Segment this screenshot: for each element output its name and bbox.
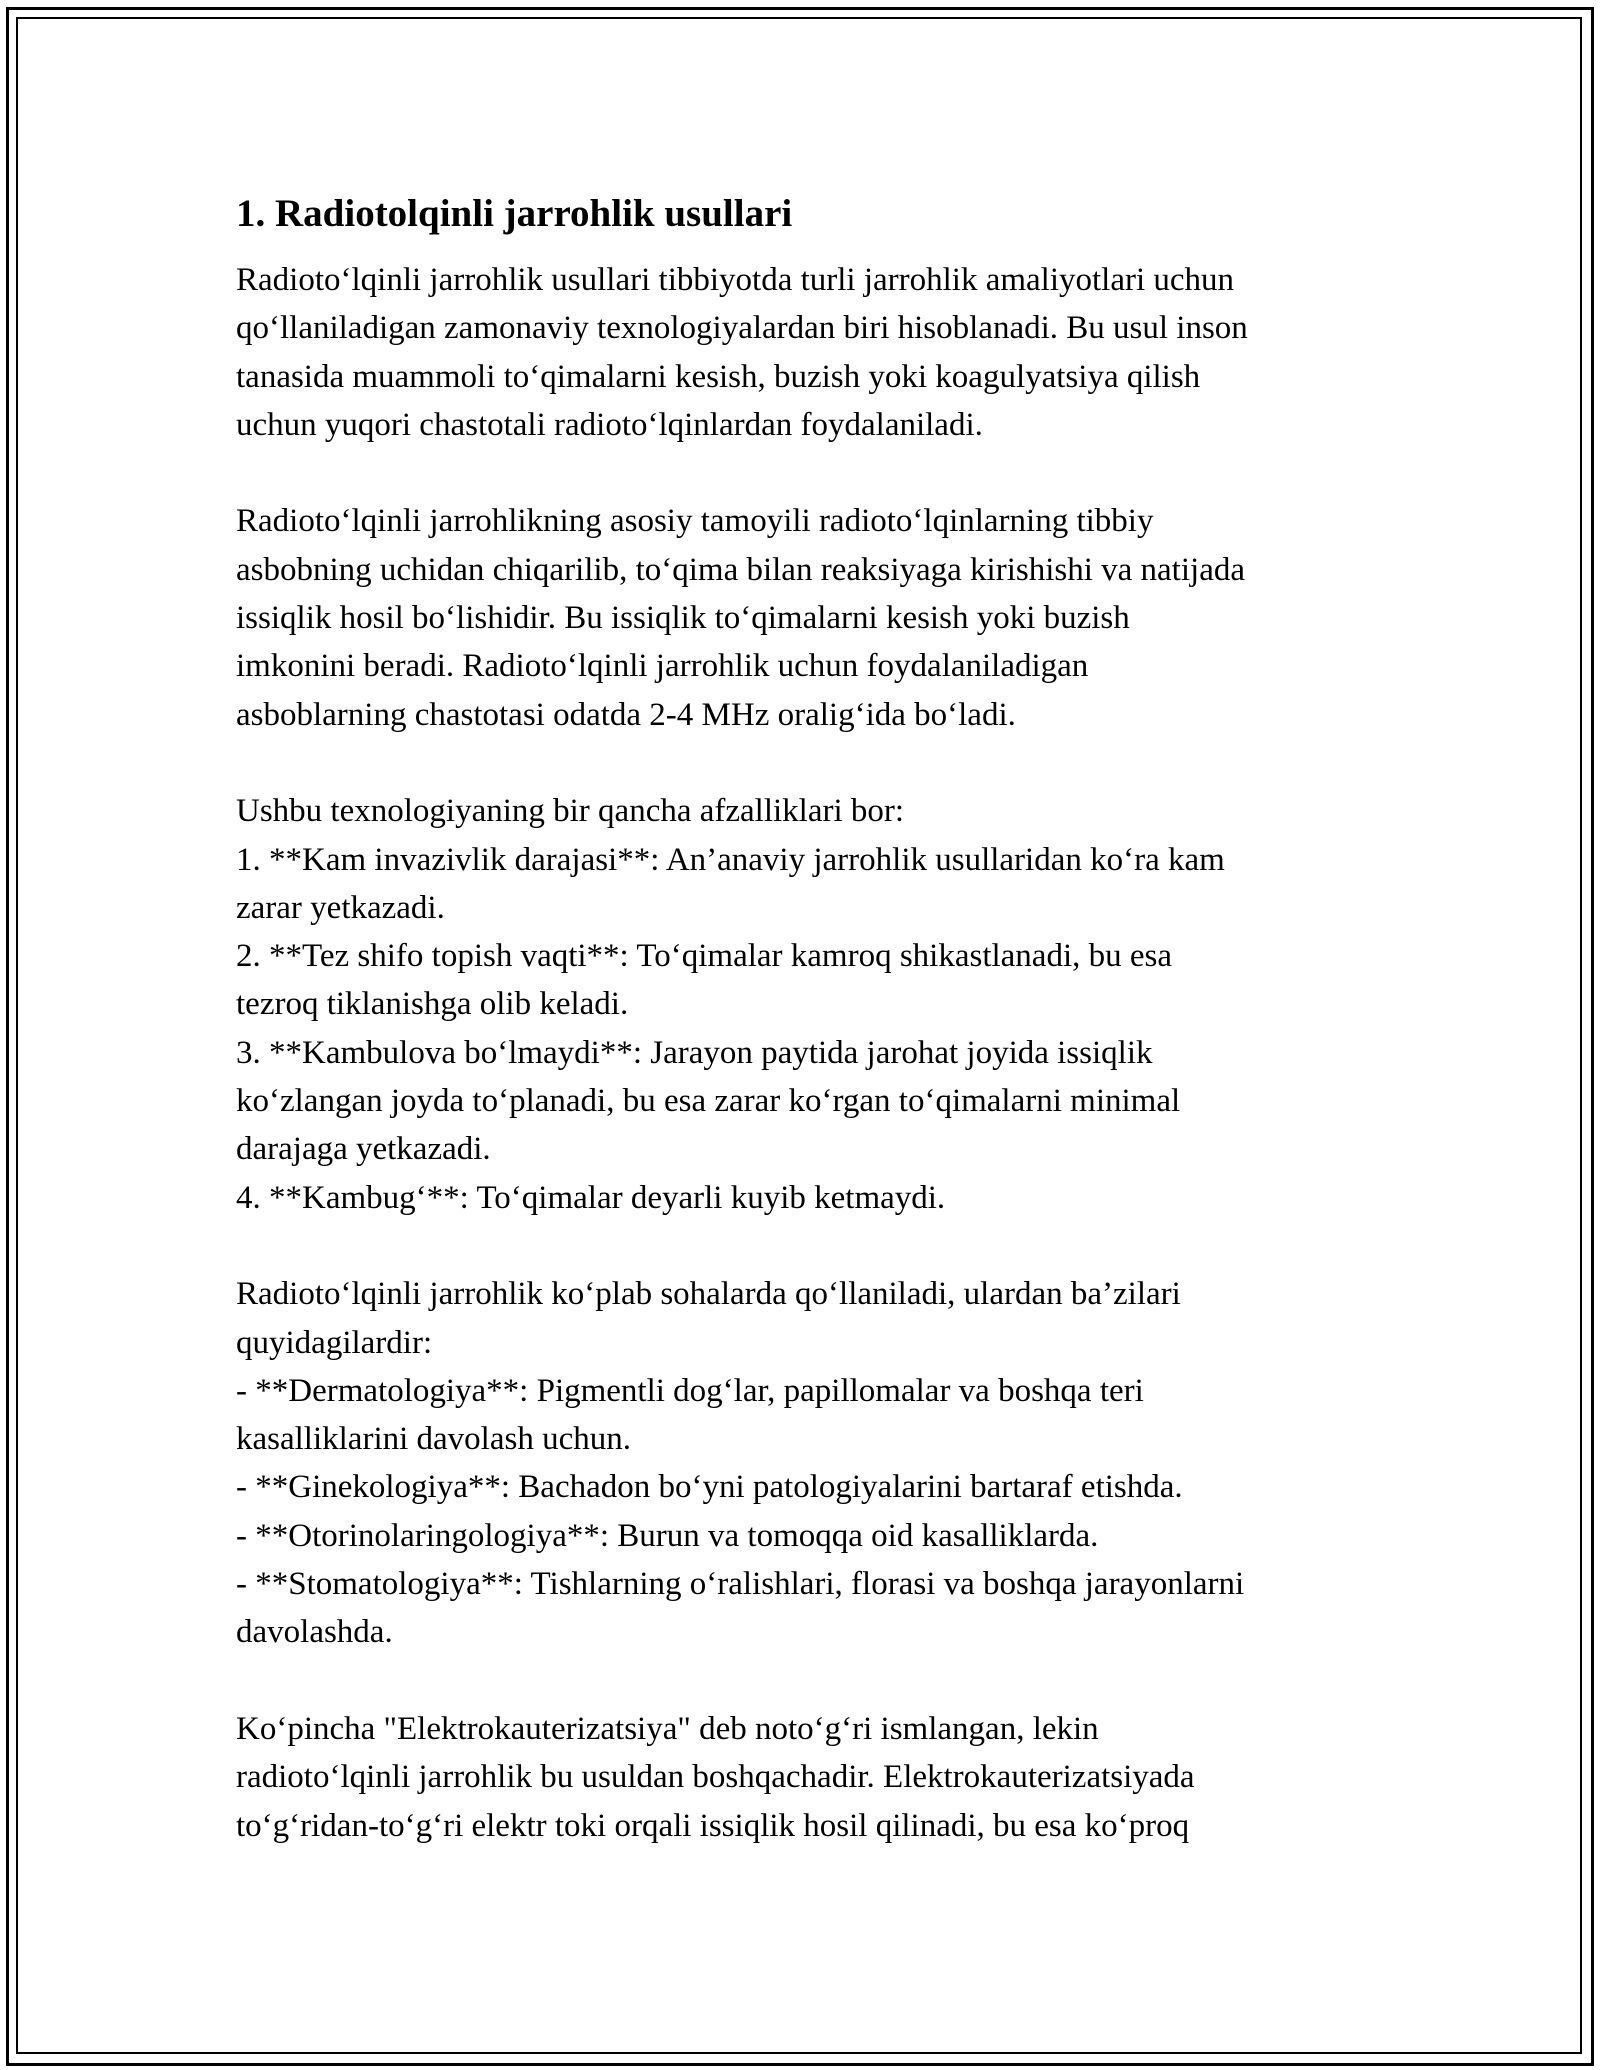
- text-line: Ko‘pincha "Elektrokauterizatsiya" deb noto‘g‘ri ismlangan, lekin: [236, 1710, 1099, 1747]
- paragraph-principle: [236, 497, 1366, 738]
- paragraph-comparison: [236, 1705, 1366, 1850]
- list-item: - **Otorinolaringologiya**: Burun va tomoqqa oid kasalliklarda.: [236, 1517, 1099, 1554]
- text-line: issiqlik hosil bo‘lishidir. Bu issiqlik to‘qimalarni kesish yoki buzish: [236, 600, 1130, 637]
- list-item: - **Dermatologiya**: Pigmentli dog‘lar, papillomalar va boshqa teri: [236, 1372, 1144, 1409]
- paragraph-advantages: [236, 787, 1366, 1222]
- list-item: 2. **Tez shifo topish vaqti**: To‘qimalar kamroq shikastlanadi, bu esa: [236, 938, 1173, 975]
- text-line: Radioto‘lqinli jarrohlik ko‘plab sohalarda qo‘llaniladi, ulardan ba’zilari: [236, 1276, 1181, 1313]
- list-item: 1. **Kam invazivlik darajasi**: An’anaviy jarrohlik usullaridan ko‘ra kam: [236, 841, 1225, 878]
- text-line: Radioto‘lqinli jarrohlik usullari tibbiyotda turli jarrohlik amaliyotlari uchun: [236, 262, 1235, 298]
- list-item: 3. **Kambulova bo‘lmaydi**: Jarayon paytida jarohat joyida issiqlik: [236, 1034, 1153, 1071]
- text-line: zarar yetkazadi.: [236, 889, 445, 926]
- list-item: - **Stomatologiya**: Tishlarning o‘ralishlari, florasi va boshqa jarayonlarni: [236, 1566, 1245, 1603]
- list-item: 4. **Kambug‘**: To‘qimalar deyarli kuyib ketmaydi.: [236, 1179, 946, 1216]
- text-line: tezroq tiklanishga olib keladi.: [236, 986, 629, 1023]
- list-item: - **Ginekologiya**: Bachadon bo‘yni patologiyalarini bartaraf etishda.: [236, 1469, 1183, 1506]
- text-line: uchun yuqori chastotali radioto‘lqinlardan foydalaniladi.: [236, 406, 983, 443]
- text-line: asbobning uchidan chiqarilib, to‘qima bilan reaksiyaga kirishishi va natijada: [236, 551, 1245, 588]
- text-line: radioto‘lqinli jarrohlik bu usuldan boshqachadir. Elektrokauterizatsiyada: [236, 1759, 1195, 1796]
- text-line: asboblarning chastotasi odatda 2-4 MHz oralig‘ida bo‘ladi.: [236, 696, 1016, 733]
- text-line: to‘g‘ridan-to‘g‘ri elektr toki orqali issiqlik hosil qilinadi, bu esa ko‘proq: [236, 1807, 1190, 1844]
- paragraph-applications: [236, 1270, 1366, 1656]
- text-line: ko‘zlangan joyda to‘planadi, bu esa zarar ko‘rgan to‘qimalarni minimal: [236, 1083, 1181, 1120]
- text-line: quyidagilardir:: [236, 1324, 433, 1361]
- document-body: [236, 188, 1366, 1850]
- text-line: davolashda.: [236, 1614, 393, 1651]
- text-line: Radioto‘lqinli jarrohlikning asosiy tamoyili radioto‘lqinlarning tibbiy: [236, 503, 1154, 540]
- text-line: Ushbu texnologiyaning bir qancha afzalliklari bor:: [236, 793, 905, 830]
- text-line: qo‘llaniladigan zamonaviy texnologiyalardan biri hisoblanadi. Bu usul inson: [236, 310, 1248, 347]
- text-line: darajaga yetkazadi.: [236, 1131, 491, 1168]
- paragraph-intro: [236, 256, 1366, 449]
- text-line: tanasida muammoli to‘qimalarni kesish, buzish yoki koagulyatsiya qilish: [236, 358, 1201, 395]
- text-line: kasalliklarini davolash uchun.: [236, 1421, 631, 1458]
- text-line: imkonini beradi. Radioto‘lqinli jarrohlik uchun foydalaniladigan: [236, 648, 1089, 685]
- section-heading: 1. Radiotolqinli jarrohlik usullari: [236, 192, 793, 235]
